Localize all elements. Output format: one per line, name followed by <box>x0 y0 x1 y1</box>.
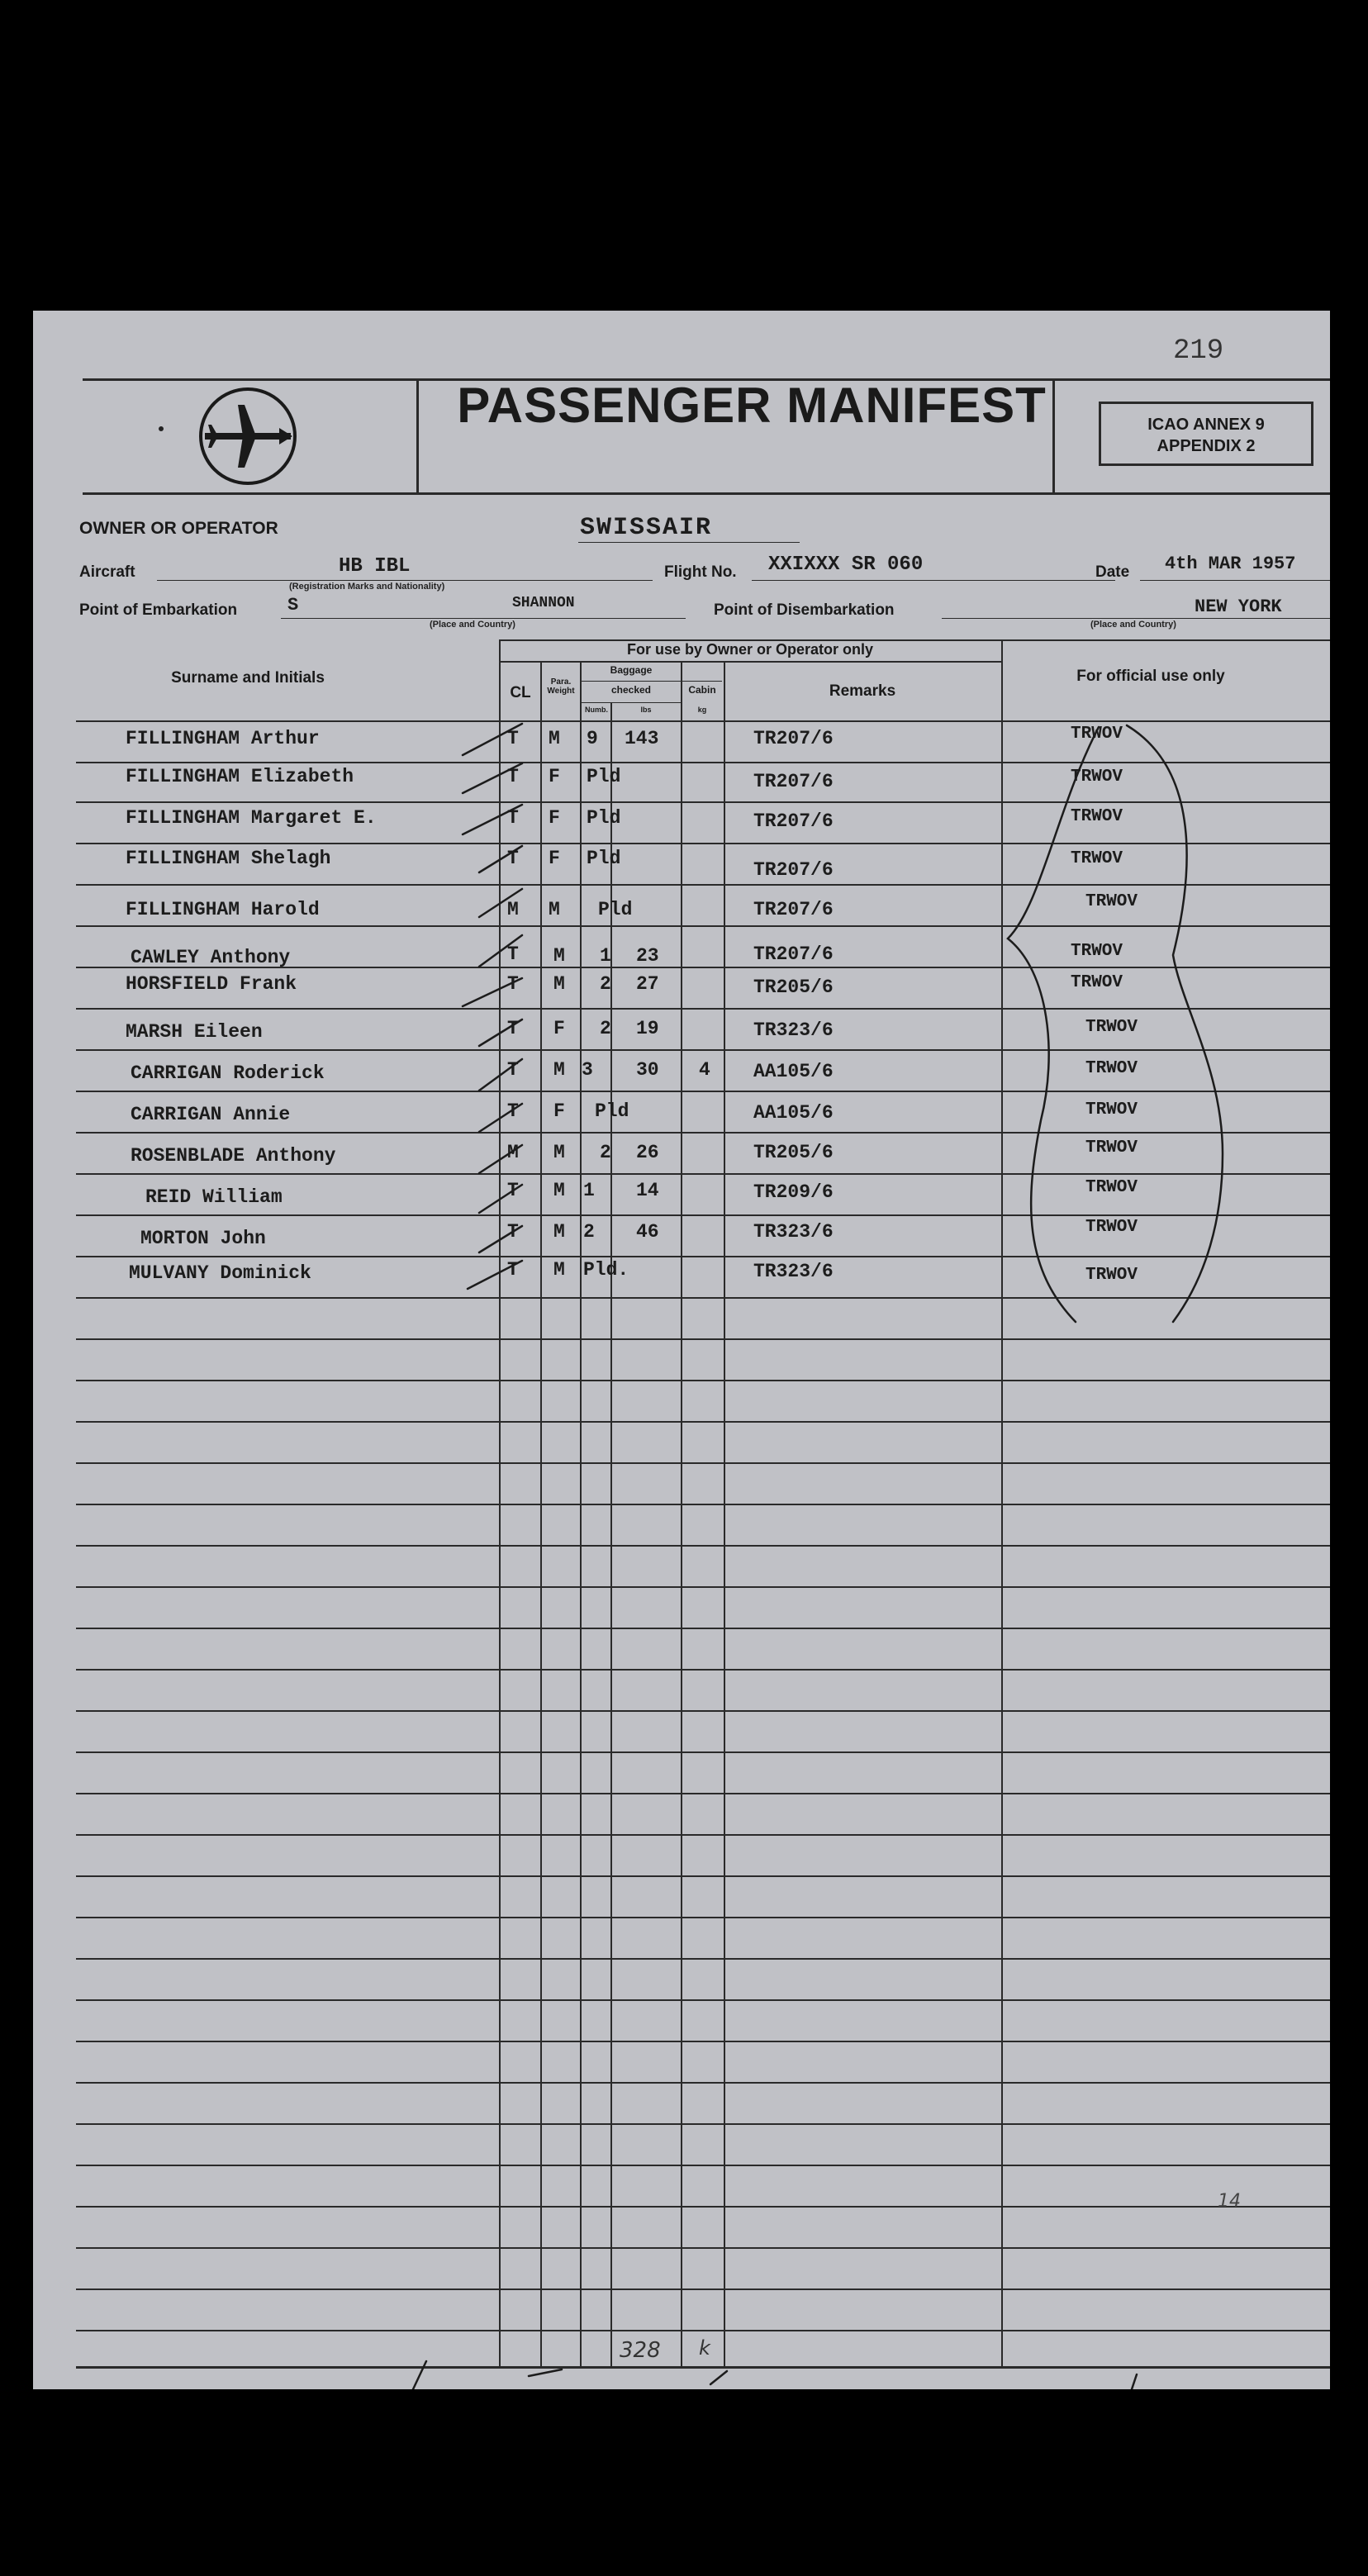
passenger-name: CARRIGAN Annie <box>131 1104 291 1125</box>
baggage-num: Pld <box>595 1100 629 1122</box>
page-title: PASSENGER MANIFEST <box>457 378 1047 433</box>
col-remarks: Remarks <box>829 682 896 700</box>
margin-note: 14 <box>1218 2191 1241 2212</box>
passenger-name: ROSENBLADE Anthony <box>131 1145 336 1167</box>
official-stamp: TRWOV <box>1085 1018 1138 1037</box>
passenger-weight: M <box>553 1142 565 1163</box>
passenger-class: T <box>507 848 519 869</box>
col-owner-use: For use by Owner or Operator only <box>626 641 874 658</box>
passenger-class: T <box>507 1180 519 1201</box>
passenger-weight: M <box>553 973 565 995</box>
baggage-lbs: 26 <box>636 1142 659 1163</box>
baggage-lbs: 27 <box>636 973 659 995</box>
passenger-name: FILLINGHAM Margaret E. <box>126 807 377 829</box>
passenger-class: T <box>507 973 519 995</box>
handwritten-marks <box>33 311 1330 2389</box>
passenger-class: T <box>507 1259 519 1281</box>
baggage-lbs: 143 <box>625 728 659 749</box>
baggage-num: 3 <box>582 1059 593 1081</box>
passenger-class: T <box>507 766 519 787</box>
owner-value: SWISSAIR <box>580 514 713 542</box>
passenger-class: T <box>507 807 519 829</box>
col-cabin: Cabin <box>688 684 716 696</box>
passenger-name: CAWLEY Anthony <box>131 947 291 968</box>
passenger-weight: F <box>549 848 560 869</box>
passenger-remarks: TR209/6 <box>753 1181 834 1203</box>
passenger-weight: M <box>553 945 565 967</box>
passenger-class: T <box>507 943 519 965</box>
official-stamp: TRWOV <box>1085 1266 1138 1285</box>
passenger-class: T <box>507 728 519 749</box>
manifest-sheet <box>33 311 1330 2389</box>
owner-label: OWNER OR OPERATOR <box>79 519 278 538</box>
icao-line-2: APPENDIX 2 <box>1157 437 1256 455</box>
aircraft-label: Aircraft <box>79 563 135 581</box>
flight-label: Flight No. <box>664 563 737 581</box>
disembarkation-label: Point of Disembarkation <box>714 601 895 619</box>
col-checked: checked <box>610 684 652 696</box>
baggage-num: Pld <box>587 807 621 829</box>
col-num: Numb. <box>585 706 608 714</box>
passenger-weight: F <box>553 1100 565 1122</box>
passenger-class: T <box>507 1018 519 1039</box>
col-surname: Surname and Initials <box>171 669 325 687</box>
official-stamp: TRWOV <box>1071 725 1123 744</box>
baggage-num: 1 <box>583 1180 595 1201</box>
baggage-num: 9 <box>587 728 598 749</box>
disembarkation-sub: (Place and Country) <box>1090 620 1176 630</box>
baggage-num: 1 <box>600 945 611 967</box>
baggage-num: 2 <box>583 1221 595 1243</box>
passenger-remarks: TR323/6 <box>753 1019 834 1041</box>
passenger-name: FILLINGHAM Elizabeth <box>126 766 354 787</box>
baggage-num: 2 <box>600 973 611 995</box>
date-value: 4th MAR 1957 <box>1165 554 1296 574</box>
official-stamp: TRWOV <box>1071 807 1123 826</box>
icao-line-1: ICAO ANNEX 9 <box>1147 416 1265 434</box>
passenger-class: M <box>507 1142 519 1163</box>
official-stamp: TRWOV <box>1071 942 1123 961</box>
passenger-class: T <box>507 1221 519 1243</box>
official-stamp: TRWOV <box>1071 849 1123 868</box>
passenger-weight: M <box>549 728 560 749</box>
total-baggage: 328 <box>620 2338 661 2363</box>
passenger-remarks: TR205/6 <box>753 977 834 998</box>
passenger-name: MARSH Eileen <box>126 1021 263 1043</box>
passenger-weight: M <box>553 1059 565 1081</box>
passenger-class: M <box>507 899 519 920</box>
page-number: 219 <box>1173 335 1224 367</box>
passenger-name: HORSFIELD Frank <box>126 973 297 995</box>
col-baggage: Baggage <box>610 664 653 676</box>
passenger-remarks: TR323/6 <box>753 1221 834 1243</box>
passenger-remarks: TR205/6 <box>753 1142 834 1163</box>
passenger-remarks: AA105/6 <box>753 1061 834 1082</box>
col-official: For official use only <box>1076 668 1225 685</box>
passenger-remarks: TR207/6 <box>753 899 834 920</box>
baggage-lbs: 46 <box>636 1221 659 1243</box>
passenger-name: MORTON John <box>140 1228 266 1249</box>
embarkation-prefix: S <box>287 595 299 615</box>
embarkation-sub: (Place and Country) <box>430 620 515 630</box>
passenger-weight: F <box>549 807 560 829</box>
official-stamp: TRWOV <box>1085 1100 1138 1119</box>
baggage-lbs: 19 <box>636 1018 659 1039</box>
disembarkation-value: NEW YORK <box>1195 596 1282 617</box>
aircraft-sub: (Registration Marks and Nationality) <box>289 582 445 592</box>
passenger-name: MULVANY Dominick <box>129 1262 311 1284</box>
passenger-weight: M <box>553 1259 565 1281</box>
passenger-remarks: TR207/6 <box>753 771 834 792</box>
passenger-name: FILLINGHAM Shelagh <box>126 848 331 869</box>
baggage-cabin: 4 <box>699 1059 710 1081</box>
col-para-weight: Para. Weight <box>547 677 575 696</box>
official-stamp: TRWOV <box>1085 1059 1138 1078</box>
col-lbs: lbs <box>640 706 652 714</box>
date-label: Date <box>1095 563 1130 581</box>
flight-value: XXIXXX SR 060 <box>768 554 924 576</box>
passenger-class: T <box>507 1100 519 1122</box>
passenger-name: REID William <box>145 1186 283 1208</box>
aircraft-value: HB IBL <box>339 555 411 577</box>
passenger-weight: F <box>549 766 560 787</box>
official-stamp: TRWOV <box>1071 973 1123 992</box>
passenger-weight: M <box>549 899 560 920</box>
passenger-weight: F <box>553 1018 565 1039</box>
baggage-lbs: 30 <box>636 1059 659 1081</box>
passenger-remarks: TR207/6 <box>753 943 834 965</box>
passenger-remarks: AA105/6 <box>753 1102 834 1124</box>
official-stamp: TRWOV <box>1085 892 1138 911</box>
passenger-remarks: TR207/6 <box>753 728 834 749</box>
official-stamp: TRWOV <box>1085 1178 1138 1197</box>
baggage-num: 2 <box>600 1142 611 1163</box>
passenger-remarks: TR207/6 <box>753 859 834 881</box>
passenger-weight: M <box>553 1221 565 1243</box>
official-stamp: TRWOV <box>1071 768 1123 787</box>
baggage-num: Pld <box>587 766 621 787</box>
col-kg: kg <box>697 706 707 714</box>
passenger-remarks: TR207/6 <box>753 810 834 832</box>
official-stamp: TRWOV <box>1085 1218 1138 1237</box>
baggage-num: 2 <box>600 1018 611 1039</box>
passenger-weight: M <box>553 1180 565 1201</box>
embarkation-label: Point of Embarkation <box>79 601 238 619</box>
total-cabin: k <box>699 2336 710 2360</box>
baggage-lbs: 14 <box>636 1180 659 1201</box>
passenger-name: CARRIGAN Roderick <box>131 1062 325 1084</box>
passenger-name: FILLINGHAM Arthur <box>126 728 320 749</box>
baggage-num: Pld <box>587 848 621 869</box>
official-stamp: TRWOV <box>1085 1138 1138 1157</box>
baggage-num: Pld <box>598 899 633 920</box>
passenger-remarks: TR323/6 <box>753 1261 834 1282</box>
passenger-class: T <box>507 1059 519 1081</box>
baggage-lbs: 23 <box>636 945 659 967</box>
col-cl: CL <box>510 684 531 701</box>
baggage-num: Pld. <box>583 1259 629 1281</box>
passenger-name: FILLINGHAM Harold <box>126 899 320 920</box>
embarkation-value: SHANNON <box>512 595 575 611</box>
